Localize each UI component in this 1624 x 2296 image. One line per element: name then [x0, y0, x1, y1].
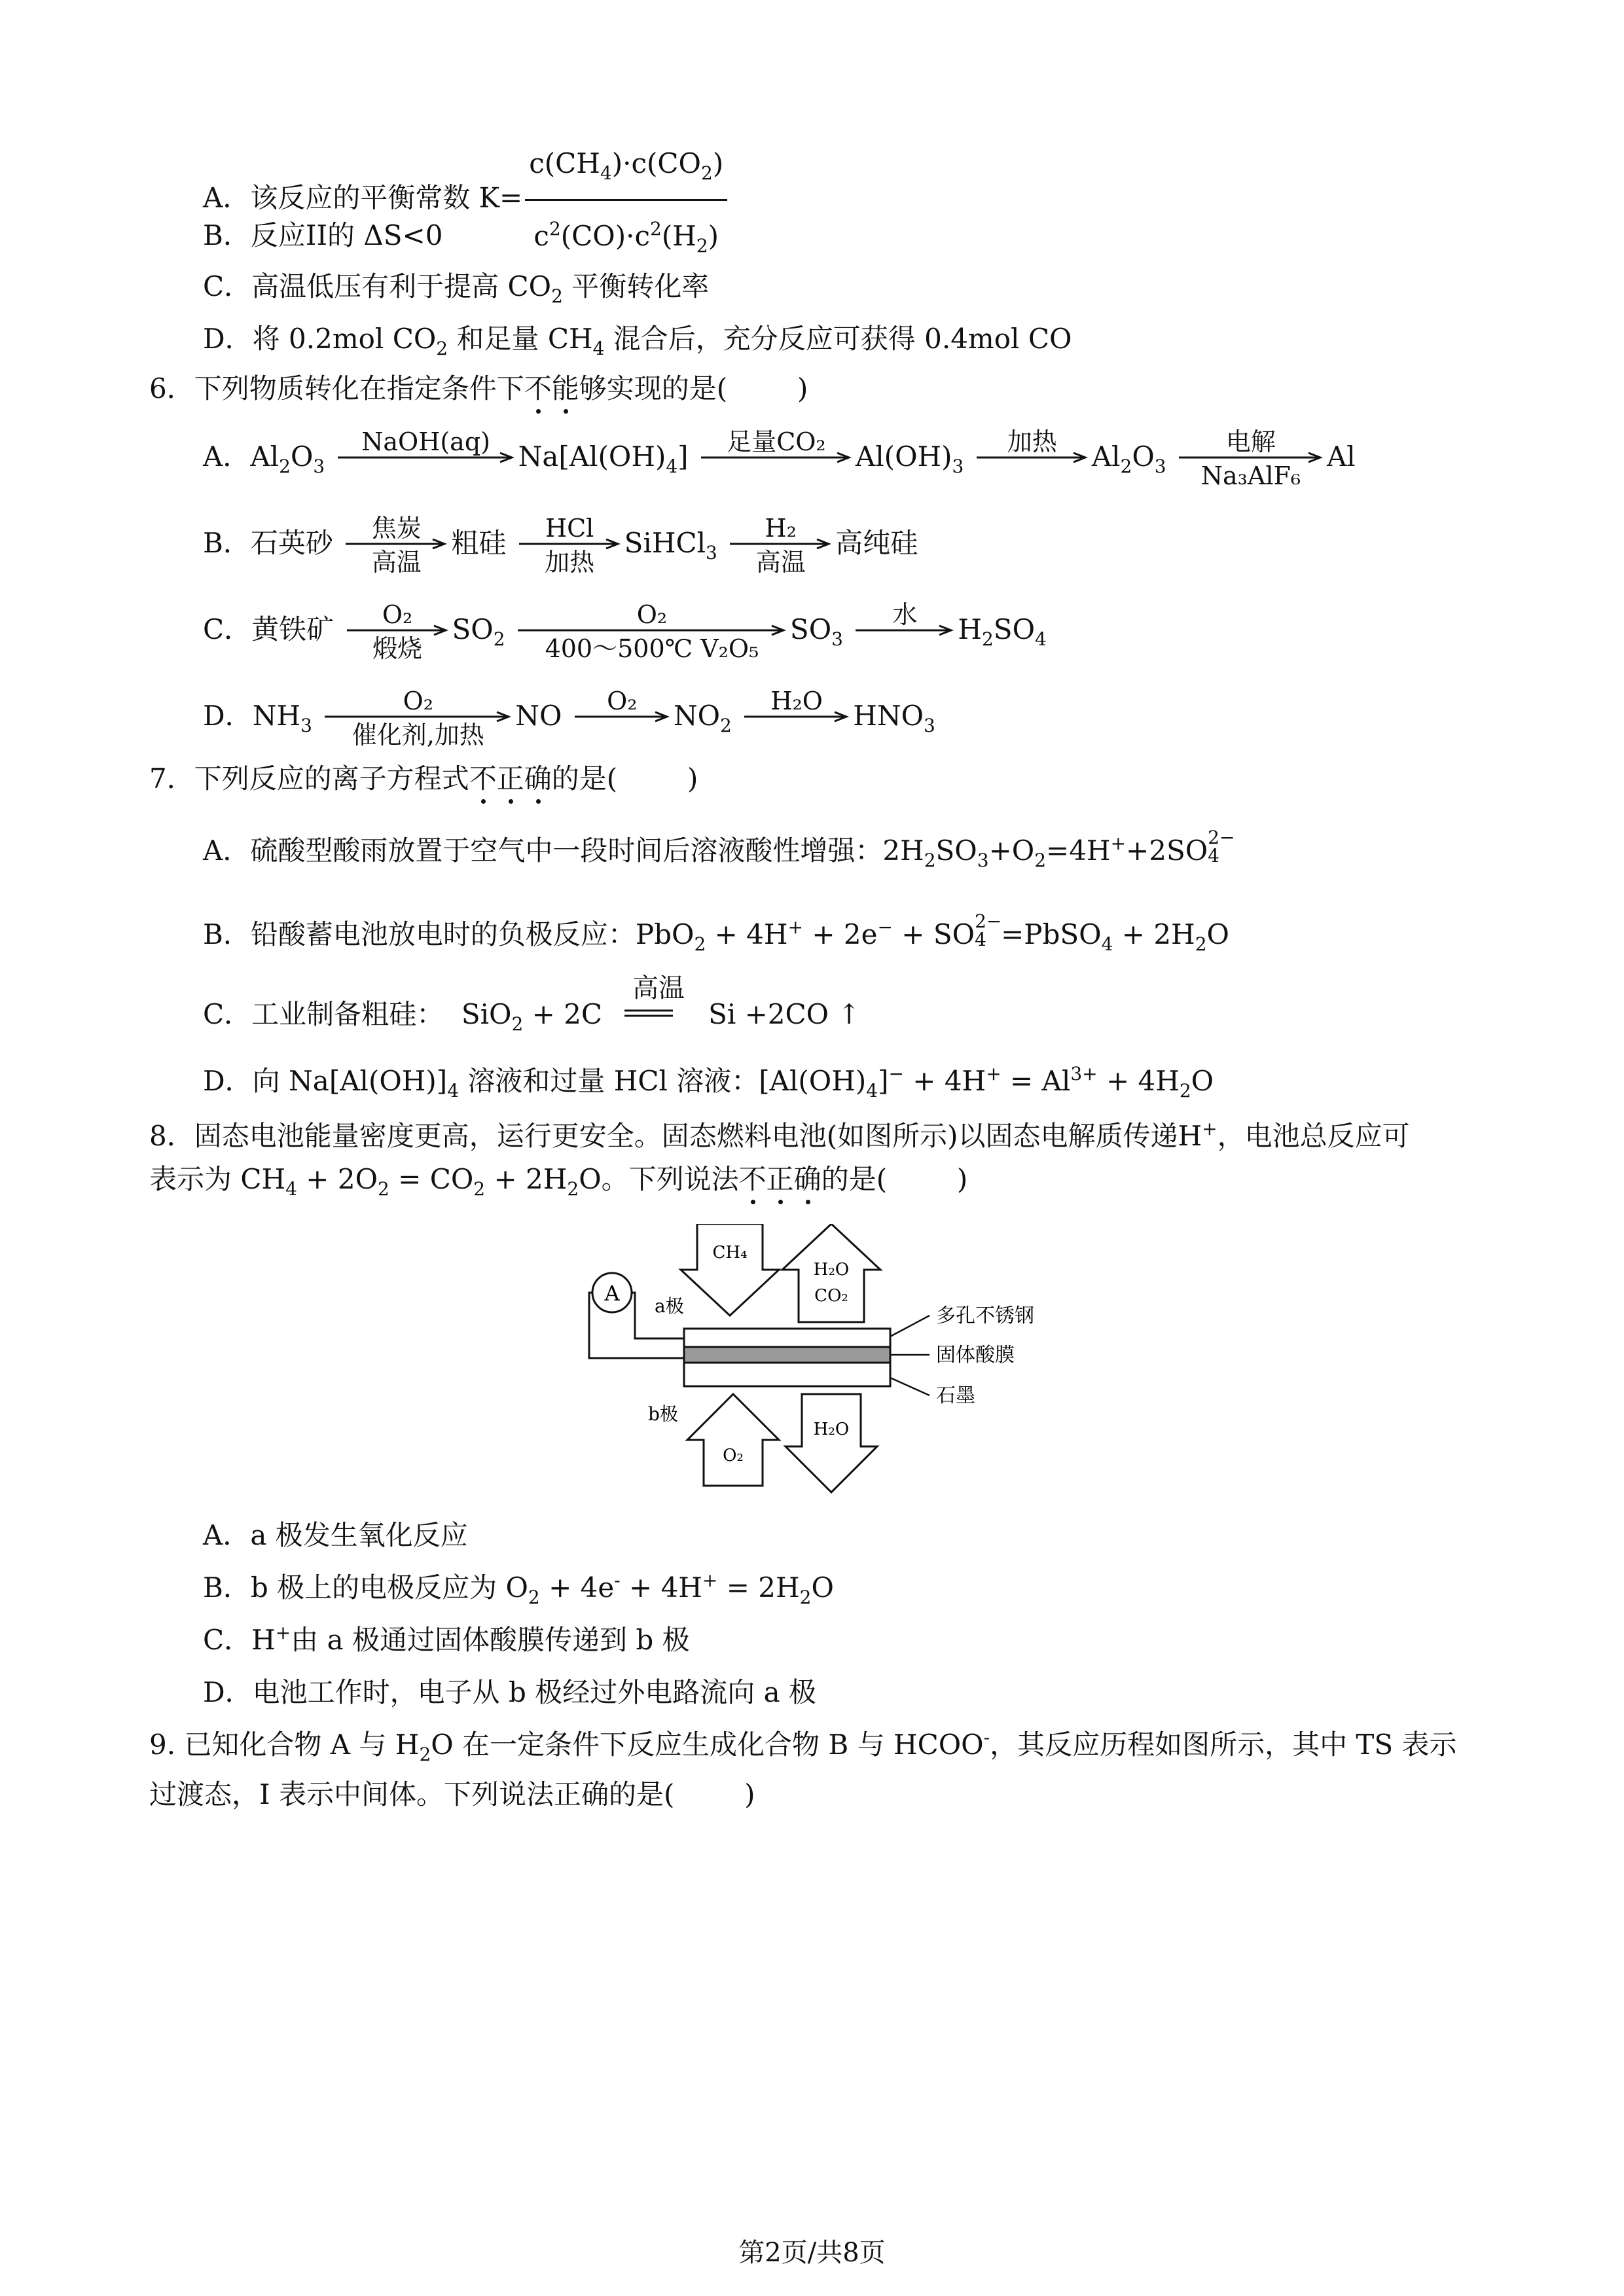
- reaction-arrow: 焦炭 高温: [346, 514, 447, 577]
- q8-option-c: C．H+由 a 极通过固体酸膜传递到 b 极: [203, 1622, 690, 1656]
- reaction-condition: 高温: [632, 973, 685, 1003]
- q7-option-b: B．铅酸蓄电池放电时的负极反应：PbO$_2$ + 4H+ + 2e− + SO 2− 4 =PbSO$_4$ + $2H_2O$: [203, 910, 1229, 955]
- q9-stem-line2: 过渡态，I 表示中间体。下列说法正确的是( ): [149, 1778, 755, 1810]
- pole-b-label: b极: [648, 1403, 678, 1425]
- reaction-arrow: O₂ 催化剂,加热: [325, 687, 511, 749]
- q8-stem-line1: 8．固态电池能量密度更高，运行更安全。固态燃料电池(如图所示)以固态电解质传递H+，电池总反应可: [149, 1118, 1410, 1152]
- leader-line-1: [890, 1316, 929, 1336]
- reaction-arrow: 足量CO₂: [701, 427, 852, 490]
- reaction-arrow: O₂ 400～500℃ V₂O₅: [518, 600, 786, 663]
- page-number: 第2页/共8页: [738, 2238, 886, 2268]
- ammeter-label: A: [604, 1281, 620, 1306]
- h2o-top-label: H₂O: [813, 1260, 850, 1280]
- reaction-arrow: NaOH(aq): [338, 427, 514, 490]
- layer-label-acid-membrane: 固体酸膜: [936, 1344, 1015, 1367]
- q6-option-b: B．石英砂 焦炭 高温 粗硅 HCl 加热 SiHCl$_3$ H₂ 高温 高纯硅: [203, 514, 918, 577]
- reaction-arrow: O₂ 煅烧: [347, 600, 448, 663]
- q5-option-c: C．高温低压有利于提高 $CO_2$ 平衡转化率: [203, 270, 710, 307]
- o2-input-arrow: [687, 1394, 779, 1486]
- layer-label-graphite: 石墨: [936, 1384, 975, 1407]
- graphite-layer: [684, 1363, 890, 1386]
- q6-option-d: D．$NH_3$ O₂ 催化剂,加热 NO O₂ $NO_2$ H₂O $HNO_3$: [203, 687, 935, 749]
- q5-option-d: D．将 0.2mol $CO_2$ 和足量 $CH_4$ 混合后，充分反应可获得 0.4mol CO: [203, 323, 1072, 359]
- reaction-arrow: H₂O: [744, 687, 849, 749]
- o2-label: O₂: [723, 1446, 744, 1465]
- q9-stem-line1: 9. 已知化合物 A 与 $H_2O$ 在一定条件下反应生成化合物 B 与 HCOO-，其反应历程如图所示，其中 TS 表示: [149, 1727, 1457, 1765]
- solid-acid-membrane: [684, 1347, 890, 1363]
- q5-option-b: B．反应II的 ΔS<0: [203, 219, 443, 251]
- h2o-output-arrow: [785, 1394, 877, 1492]
- q5-option-a: A．该反应的平衡常数 K= $\frac{c(CH_4)\cdot c(CO_2)}{c^2(CO)\cdot c^2(H_2)}$: [203, 131, 727, 269]
- q7-option-a: A．硫酸型酸雨放置于空气中一段时间后溶液酸性增强：$2H_2SO_3+O_2=4H^++2SO$ 2− 4: [203, 827, 1235, 871]
- porous-steel-layer: [684, 1329, 890, 1347]
- ch4-label: CH₄: [712, 1243, 748, 1263]
- q6-option-a: A．$Al_2O_3$ NaOH(aq) $Na[Al(OH)_4]$ 足量CO₂ $Al(OH)_3$ 加热 $Al_2O_3$ 电解 Na₃AlF₆ Al: [203, 427, 1356, 490]
- co2-label: CO₂: [814, 1286, 848, 1306]
- leader-line-3: [890, 1378, 929, 1395]
- q7-stem: 7．下列反应的离子方程式不正确的是( ): [149, 762, 698, 795]
- reaction-arrow: 电解 Na₃AlF₆: [1179, 427, 1323, 490]
- layer-label-porous-steel: 多孔不锈钢: [936, 1304, 1034, 1327]
- fuel-cell-diagram: [537, 1224, 1100, 1499]
- pole-a-label: a极: [655, 1295, 684, 1317]
- q8-option-b: B．b 极上的电极反应为 $O_2 + 4e^- + 4H^+ = 2H_2O$: [203, 1570, 834, 1608]
- q8-option-d: D．电池工作时，电子从 b 极经过外电路流向 a 极: [203, 1676, 817, 1708]
- q7-option-d: D．向 $Na[Al(OH)]_4$ 溶液和过量 HCl 溶液：$[Al(OH)_4]^- + 4H^+ = Al^{3+} + 4H_2O$: [203, 1063, 1214, 1102]
- h2o-bottom-label: H₂O: [813, 1420, 850, 1439]
- reaction-arrow: H₂ 高温: [730, 514, 831, 577]
- equilibrium-constant-fraction: $\frac{c(CH_4)\cdot c(CO_2)}{c^2(CO)\cdot c^2(H_2)}$: [525, 131, 727, 269]
- reaction-arrow: O₂: [575, 687, 670, 749]
- q8-option-a: A．a 极发生氧化反应: [203, 1519, 468, 1551]
- q6-option-c: C．黄铁矿 O₂ 煅烧 $SO_2$ O₂ 400～500℃ V₂O₅ $SO_3$ 水 $H_2SO_4$: [203, 600, 1047, 663]
- q7-option-c: C．工业制备粗硅： SiO$_2$ + 2C 高温 Si +2CO ↑: [203, 973, 861, 1035]
- reaction-arrow: 水: [856, 600, 954, 663]
- q6-stem: 6．下列物质转化在指定条件下不能够实现的是( ): [149, 372, 808, 404]
- reaction-arrow: 加热: [977, 427, 1088, 490]
- q8-stem-line2: 表示为 $CH_4 + 2O_2 = CO_2 + 2H_2O$。下列说法不正确的是( ): [149, 1163, 968, 1200]
- ch4-input-arrow: [681, 1224, 779, 1316]
- reaction-arrow: HCl 加热: [519, 514, 621, 577]
